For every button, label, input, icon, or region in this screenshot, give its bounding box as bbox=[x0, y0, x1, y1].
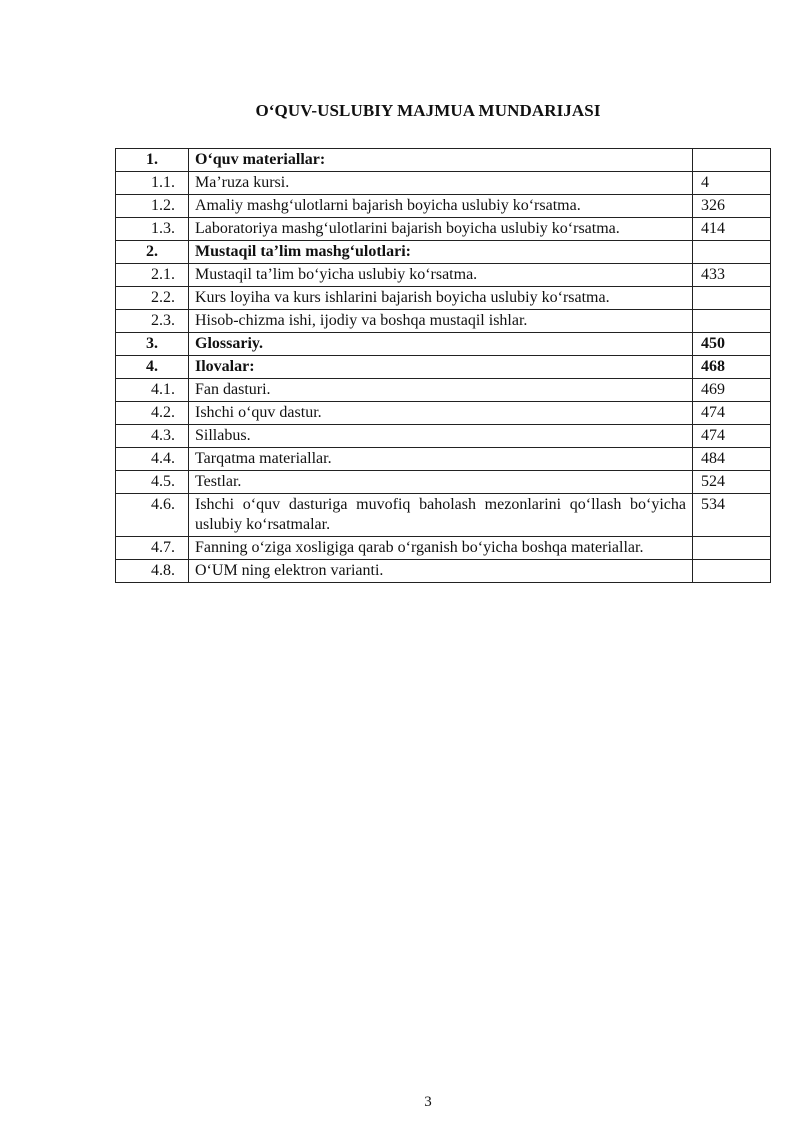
toc-title: Laboratoriya mashg‘ulotlarini bajarish boyicha uslubiy ko‘rsatma. bbox=[189, 218, 693, 241]
toc-number: 1.1. bbox=[116, 172, 189, 195]
toc-number: 2.3. bbox=[116, 310, 189, 333]
toc-page: 450 bbox=[693, 333, 771, 356]
toc-title: Kurs loyiha va kurs ishlarini bajarish boyicha uslubiy ko‘rsatma. bbox=[189, 287, 693, 310]
toc-page bbox=[693, 149, 771, 172]
toc-title: Amaliy mashg‘ulotlarni bajarish boyicha uslubiy ko‘rsatma. bbox=[189, 195, 693, 218]
toc-page bbox=[693, 537, 771, 560]
toc-number: 4.7. bbox=[116, 537, 189, 560]
toc-number: 4.5. bbox=[116, 471, 189, 494]
toc-title: Mustaqil ta’lim mashg‘ulotlari: bbox=[189, 241, 693, 264]
table-of-contents bbox=[115, 148, 771, 583]
toc-page: 474 bbox=[693, 402, 771, 425]
toc-number: 2.2. bbox=[116, 287, 189, 310]
toc-row bbox=[116, 333, 771, 356]
toc-title: Fanning o‘ziga xosligiga qarab o‘rganish bo‘yicha boshqa materiallar. bbox=[189, 537, 693, 560]
toc-page bbox=[693, 560, 771, 583]
toc-number: 1.3. bbox=[116, 218, 189, 241]
toc-row bbox=[116, 356, 771, 379]
toc-page: 474 bbox=[693, 425, 771, 448]
toc-number: 4.3. bbox=[116, 425, 189, 448]
toc-title: Testlar. bbox=[189, 471, 693, 494]
toc-row bbox=[116, 560, 771, 583]
toc-number: 4.8. bbox=[116, 560, 189, 583]
toc-row bbox=[116, 310, 771, 333]
toc-number: 2. bbox=[116, 241, 189, 264]
toc-body bbox=[116, 149, 771, 583]
toc-row bbox=[116, 287, 771, 310]
toc-row bbox=[116, 471, 771, 494]
toc-title: Mustaqil ta’lim bo‘yicha uslubiy ko‘rsatma. bbox=[189, 264, 693, 287]
toc-number: 4. bbox=[116, 356, 189, 379]
toc-page: 468 bbox=[693, 356, 771, 379]
toc-page: 4 bbox=[693, 172, 771, 195]
toc-page: 484 bbox=[693, 448, 771, 471]
toc-title: Fan dasturi. bbox=[189, 379, 693, 402]
toc-title: O‘quv materiallar: bbox=[189, 149, 693, 172]
toc-title: Ishchi o‘quv dasturiga muvofiq baholash mezonlarini qo‘llash bo‘yicha uslubiy ko‘rsatmalar. bbox=[189, 494, 693, 537]
toc-row bbox=[116, 448, 771, 471]
toc-page: 524 bbox=[693, 471, 771, 494]
toc-row bbox=[116, 195, 771, 218]
toc-title: Tarqatma materiallar. bbox=[189, 448, 693, 471]
toc-row bbox=[116, 402, 771, 425]
toc-number: 4.4. bbox=[116, 448, 189, 471]
toc-row bbox=[116, 149, 771, 172]
page-title: O‘QUV-USLUBIY MAJMUA MUNDARIJASI bbox=[255, 101, 601, 120]
toc-row bbox=[116, 379, 771, 402]
toc-number: 4.2. bbox=[116, 402, 189, 425]
toc-row bbox=[116, 537, 771, 560]
toc-number: 3. bbox=[116, 333, 189, 356]
toc-title: Glossariy. bbox=[189, 333, 693, 356]
toc-row bbox=[116, 241, 771, 264]
toc-number: 4.6. bbox=[116, 494, 189, 537]
toc-page bbox=[693, 287, 771, 310]
toc-title: Ilovalar: bbox=[189, 356, 693, 379]
toc-number: 4.1. bbox=[116, 379, 189, 402]
toc-page: 326 bbox=[693, 195, 771, 218]
toc-page bbox=[693, 310, 771, 333]
toc-row bbox=[116, 218, 771, 241]
toc-row bbox=[116, 264, 771, 287]
toc-row bbox=[116, 172, 771, 195]
toc-title: O‘UM ning elektron varianti. bbox=[189, 560, 693, 583]
toc-row bbox=[116, 425, 771, 448]
toc-number: 1.2. bbox=[116, 195, 189, 218]
toc-page: 469 bbox=[693, 379, 771, 402]
toc-number: 2.1. bbox=[116, 264, 189, 287]
toc-title: Ma’ruza kursi. bbox=[189, 172, 693, 195]
page-number: 3 bbox=[424, 1094, 432, 1110]
toc-page bbox=[693, 241, 771, 264]
toc-title: Sillabus. bbox=[189, 425, 693, 448]
toc-number: 1. bbox=[116, 149, 189, 172]
toc-row bbox=[116, 494, 771, 537]
toc-page: 414 bbox=[693, 218, 771, 241]
toc-title: Hisob-chizma ishi, ijodiy va boshqa mustaqil ishlar. bbox=[189, 310, 693, 333]
toc-title: Ishchi o‘quv dastur. bbox=[189, 402, 693, 425]
toc-page: 433 bbox=[693, 264, 771, 287]
toc-page: 534 bbox=[693, 494, 771, 537]
